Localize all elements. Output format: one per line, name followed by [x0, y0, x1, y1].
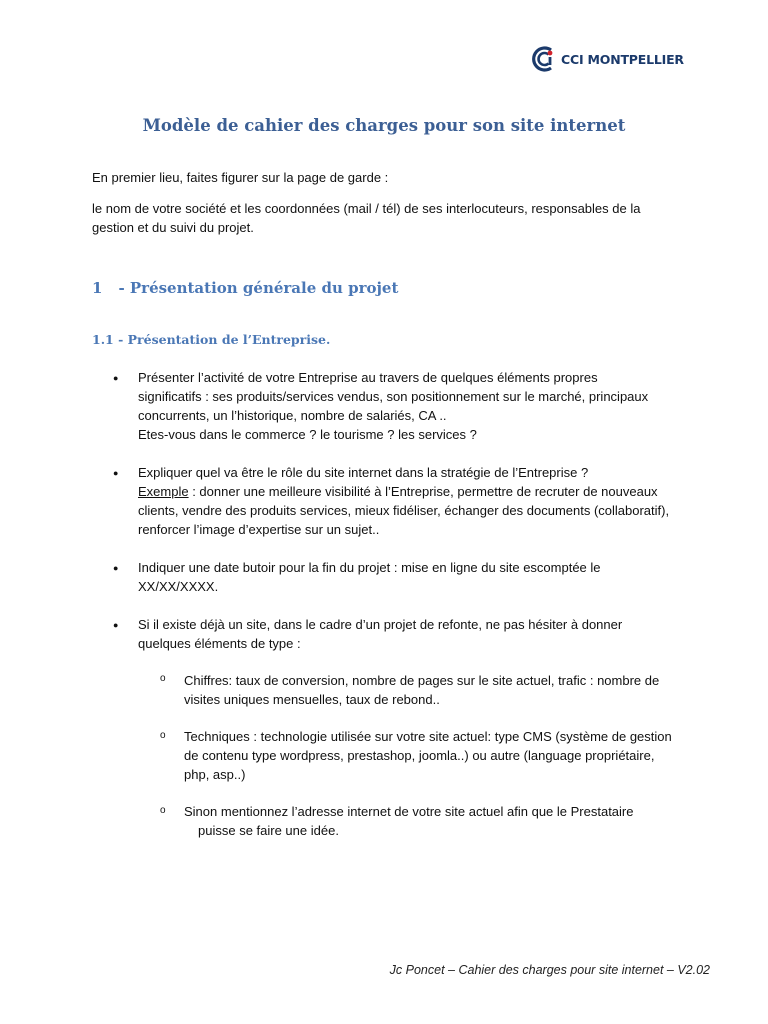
intro-line-2a: le nom de votre société et les coordonnées (mail / tél) de ses interlocuteurs, responsables de la — [92, 201, 641, 216]
intro-line-1: En premier lieu, faites figurer sur la page de garde : — [92, 170, 389, 185]
example-label: Exemple — [138, 484, 189, 499]
intro-line-2b: gestion et du suivi du projet. — [92, 220, 254, 235]
subbullet-1-line-2: visites uniques mensuelles, taux de rebond.. — [184, 692, 440, 707]
section-title: - Présentation générale du projet — [118, 279, 399, 297]
subbullet-marker: o — [160, 805, 166, 816]
subbullet-2-line-2: de contenu type wordpress, prestashop, joomla..) ou autre (language propriétaire, — [184, 748, 655, 763]
bullet-2-example — [138, 482, 658, 501]
bullet-2-line-1: Expliquer quel va être le rôle du site internet dans la stratégie de l’Entreprise ? — [138, 465, 589, 480]
subbullet-1-line-1: Chiffres: taux de conversion, nombre de pages sur le site actuel, trafic : nombre de — [184, 673, 660, 688]
cci-logo — [529, 44, 684, 74]
bullet-marker: ● — [113, 373, 119, 383]
bullet-4-line-2: quelques éléments de type : — [138, 636, 301, 651]
bullet-marker: ● — [113, 468, 119, 478]
subbullet-2-line-3: php, asp..) — [184, 767, 246, 782]
subsection-heading: 1.1 - Présentation de l’Entreprise. — [92, 332, 331, 347]
bullet-1-line-1: Présenter l’activité de votre Entreprise au travers de quelques éléments propres — [138, 370, 598, 385]
logo-text: CCI MONTPELLIER — [561, 51, 684, 67]
example-text: : donner une meilleure visibilité à l’Entreprise, permettre de recruter de nouveaux — [188, 484, 658, 499]
section-heading — [92, 279, 398, 297]
bullet-1-line-3: concurrents, un l’historique, nombre de salariés, CA .. — [138, 408, 447, 423]
subbullet-3-line-1: Sinon mentionnez l’adresse internet de votre site actuel afin que le Prestataire — [184, 804, 634, 819]
subbullet-2-line-1: Techniques : technologie utilisée sur votre site actuel: type CMS (système de gestion — [184, 729, 672, 744]
bullet-2-line-3: clients, vendre des produits services, mieux fidéliser, échanger des documents (collaboratif), — [138, 503, 670, 518]
bullet-marker: ● — [113, 563, 119, 573]
bullet-1-line-2: significatifs : ses produits/services vendus, son positionnement sur le marché, principaux — [138, 389, 649, 404]
page-title: Modèle de cahier des charges pour son site internet — [142, 116, 626, 135]
cci-logo-icon — [529, 44, 559, 74]
page-footer: Jc Poncet – Cahier des charges pour site internet – V2.02 — [389, 963, 710, 977]
subbullet-3-line-2: puisse se faire une idée. — [198, 823, 339, 838]
bullet-3-line-2: XX/XX/XXXX. — [138, 579, 219, 594]
bullet-1-line-4: Etes-vous dans le commerce ? le tourisme ? les services ? — [138, 427, 477, 442]
subbullet-marker: o — [160, 730, 166, 741]
subbullet-marker: o — [160, 673, 166, 684]
bullet-4-line-1: Si il existe déjà un site, dans le cadre d’un projet de refonte, ne pas hésiter à donner — [138, 617, 623, 632]
bullet-marker: ● — [113, 620, 119, 630]
bullet-2-line-4: renforcer l’image d’expertise sur un sujet.. — [138, 522, 380, 537]
bullet-3-line-1: Indiquer une date butoir pour la fin du projet : mise en ligne du site escomptée le — [138, 560, 601, 575]
section-number: 1 — [92, 279, 103, 297]
